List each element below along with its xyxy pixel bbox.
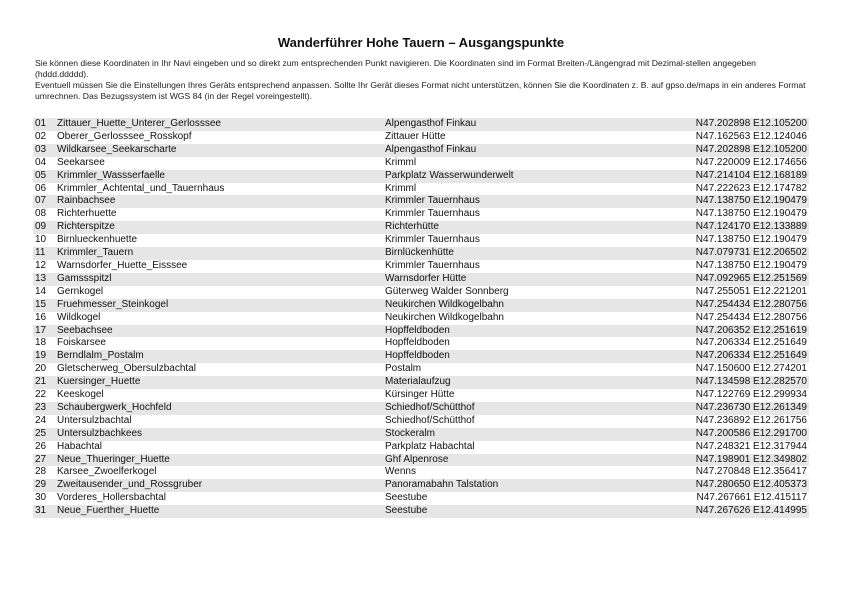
table-row bbox=[33, 505, 809, 518]
table-row bbox=[33, 337, 809, 350]
starting-point: Krimmler Tauernhaus bbox=[383, 234, 627, 247]
coordinates: N47.202898 E12.105200 bbox=[627, 118, 809, 131]
starting-point: Panoramabahn Talstation bbox=[383, 479, 627, 492]
trail-name: Oberer_Gerlosssee_Rosskopf bbox=[55, 131, 383, 144]
table-row bbox=[33, 273, 809, 286]
coordinates: N47.206352 E12.251619 bbox=[627, 325, 809, 338]
trail-name: Richterspitze bbox=[55, 221, 383, 234]
row-number: 06 bbox=[33, 183, 55, 196]
coordinates: N47.270848 E12.356417 bbox=[627, 466, 809, 479]
starting-point: Alpengasthof Finkau bbox=[383, 118, 627, 131]
starting-point: Parkplatz Habachtal bbox=[383, 441, 627, 454]
row-number: 18 bbox=[33, 337, 55, 350]
row-number: 17 bbox=[33, 325, 55, 338]
starting-point: Kürsinger Hütte bbox=[383, 389, 627, 402]
table-row bbox=[33, 466, 809, 479]
table-row bbox=[33, 312, 809, 325]
row-number: 27 bbox=[33, 454, 55, 467]
table-row bbox=[33, 247, 809, 260]
coordinates: N47.280650 E12.405373 bbox=[627, 479, 809, 492]
starting-point: Güterweg Walder Sonnberg bbox=[383, 286, 627, 299]
coordinates: N47.124170 E12.133889 bbox=[627, 221, 809, 234]
row-number: 11 bbox=[33, 247, 55, 260]
coordinates: N47.248321 E12.317944 bbox=[627, 441, 809, 454]
starting-point: Parkplatz Wasserwunderwelt bbox=[383, 170, 627, 183]
coordinates: N47.150600 E12.274201 bbox=[627, 363, 809, 376]
row-number: 19 bbox=[33, 350, 55, 363]
row-number: 26 bbox=[33, 441, 55, 454]
starting-point: Materialaufzug bbox=[383, 376, 627, 389]
coordinates: N47.134598 E12.282570 bbox=[627, 376, 809, 389]
coordinates: N47.254434 E12.280756 bbox=[627, 299, 809, 312]
table-row bbox=[33, 208, 809, 221]
trail-name: Richterhuette bbox=[55, 208, 383, 221]
starting-point: Zittauer Hütte bbox=[383, 131, 627, 144]
trail-name: Neue_Thueringer_Huette bbox=[55, 454, 383, 467]
coordinates: N47.138750 E12.190479 bbox=[627, 208, 809, 221]
coordinates: N47.162563 E12.124046 bbox=[627, 131, 809, 144]
table-row bbox=[33, 286, 809, 299]
trail-name: Wildkarsee_Seekarscharte bbox=[55, 144, 383, 157]
table-row bbox=[33, 415, 809, 428]
coordinates: N47.138750 E12.190479 bbox=[627, 195, 809, 208]
coordinates: N47.255051 E12.221201 bbox=[627, 286, 809, 299]
row-number: 22 bbox=[33, 389, 55, 402]
trail-name: Krimmler_Achtental_und_Tauernhaus bbox=[55, 183, 383, 196]
table-row bbox=[33, 183, 809, 196]
starting-point: Schiedhof/Schütthof bbox=[383, 415, 627, 428]
trail-name: Vorderes_Hollersbachtal bbox=[55, 492, 383, 505]
intro-paragraph-1: Sie können diese Koordinaten in Ihr Navi eingeben und so direkt zum entsprechenden Punkt navigieren. Die Koordinaten sind im Format Breiten-/Längengrad mit Dezimal-stellen angegeben (hddd.ddddd). bbox=[35, 58, 756, 79]
row-number: 15 bbox=[33, 299, 55, 312]
trail-name: Krimmler_Tauern bbox=[55, 247, 383, 260]
starting-point: Richterhütte bbox=[383, 221, 627, 234]
table-row bbox=[33, 402, 809, 415]
starting-point: Warnsdorfer Hütte bbox=[383, 273, 627, 286]
coordinates: N47.222623 E12.174782 bbox=[627, 183, 809, 196]
trail-name: Zittauer_Huette_Unterer_Gerlosssee bbox=[55, 118, 383, 131]
trail-name: Berndlalm_Postalm bbox=[55, 350, 383, 363]
starting-points-table bbox=[33, 118, 809, 518]
table-row bbox=[33, 325, 809, 338]
table-row bbox=[33, 479, 809, 492]
coordinates: N47.092965 E12.251569 bbox=[627, 273, 809, 286]
starting-point: Alpengasthof Finkau bbox=[383, 144, 627, 157]
starting-point: Schiedhof/Schütthof bbox=[383, 402, 627, 415]
row-number: 31 bbox=[33, 505, 55, 518]
starting-point: Birnlückenhütte bbox=[383, 247, 627, 260]
row-number: 21 bbox=[33, 376, 55, 389]
starting-point: Seestube bbox=[383, 492, 627, 505]
starting-point: Stockeralm bbox=[383, 428, 627, 441]
trail-name: Schaubergwerk_Hochfeld bbox=[55, 402, 383, 415]
row-number: 16 bbox=[33, 312, 55, 325]
table-row bbox=[33, 144, 809, 157]
coordinates: N47.254434 E12.280756 bbox=[627, 312, 809, 325]
trail-name: Gletscherweg_Obersulzbachtal bbox=[55, 363, 383, 376]
coordinates: N47.202898 E12.105200 bbox=[627, 144, 809, 157]
trail-name: Karsee_Zwoelferkogel bbox=[55, 466, 383, 479]
coordinates: N47.206334 E12.251649 bbox=[627, 337, 809, 350]
coordinates: N47.138750 E12.190479 bbox=[627, 260, 809, 273]
table-row bbox=[33, 363, 809, 376]
row-number: 30 bbox=[33, 492, 55, 505]
coordinates: N47.138750 E12.190479 bbox=[627, 234, 809, 247]
row-number: 13 bbox=[33, 273, 55, 286]
row-number: 28 bbox=[33, 466, 55, 479]
starting-point: Neukirchen Wildkogelbahn bbox=[383, 312, 627, 325]
starting-point: Krimml bbox=[383, 157, 627, 170]
trail-name: Foiskarsee bbox=[55, 337, 383, 350]
starting-point: Ghf Alpenrose bbox=[383, 454, 627, 467]
table-row bbox=[33, 221, 809, 234]
row-number: 10 bbox=[33, 234, 55, 247]
table-row bbox=[33, 350, 809, 363]
starting-point: Krimml bbox=[383, 183, 627, 196]
table-row bbox=[33, 428, 809, 441]
starting-point: Hopffeldboden bbox=[383, 337, 627, 350]
row-number: 20 bbox=[33, 363, 55, 376]
coordinates: N47.236730 E12.261349 bbox=[627, 402, 809, 415]
table-row bbox=[33, 118, 809, 131]
row-number: 24 bbox=[33, 415, 55, 428]
trail-name: Keeskogel bbox=[55, 389, 383, 402]
table-row bbox=[33, 260, 809, 273]
table-row bbox=[33, 234, 809, 247]
row-number: 04 bbox=[33, 157, 55, 170]
intro-text bbox=[35, 58, 810, 102]
trail-name: Birnlueckenhuette bbox=[55, 234, 383, 247]
row-number: 05 bbox=[33, 170, 55, 183]
trail-name: Untersulzbachtal bbox=[55, 415, 383, 428]
row-number: 08 bbox=[33, 208, 55, 221]
table-row bbox=[33, 299, 809, 312]
trail-name: Gernkogel bbox=[55, 286, 383, 299]
table-row bbox=[33, 389, 809, 402]
table-row bbox=[33, 157, 809, 170]
table-row bbox=[33, 376, 809, 389]
coordinates: N47.220009 E12.174656 bbox=[627, 157, 809, 170]
trail-name: Warnsdorfer_Huette_Eisssee bbox=[55, 260, 383, 273]
starting-point: Krimmler Tauernhaus bbox=[383, 260, 627, 273]
trail-name: Seekarsee bbox=[55, 157, 383, 170]
trail-name: Neue_Fuerther_Huette bbox=[55, 505, 383, 518]
table-row bbox=[33, 195, 809, 208]
coordinates: N47.267626 E12.414995 bbox=[627, 505, 809, 518]
starting-point: Hopffeldboden bbox=[383, 325, 627, 338]
starting-point: Krimmler Tauernhaus bbox=[383, 208, 627, 221]
row-number: 12 bbox=[33, 260, 55, 273]
trail-name: Zweitausender_und_Rossgruber bbox=[55, 479, 383, 492]
coordinates: N47.206334 E12.251649 bbox=[627, 350, 809, 363]
table-row bbox=[33, 131, 809, 144]
trail-name: Seebachsee bbox=[55, 325, 383, 338]
coordinates: N47.198901 E12.349802 bbox=[627, 454, 809, 467]
coordinates: N47.267661 E12.415117 bbox=[627, 492, 809, 505]
row-number: 01 bbox=[33, 118, 55, 131]
coordinates: N47.214104 E12.168189 bbox=[627, 170, 809, 183]
trail-name: Kuersinger_Huette bbox=[55, 376, 383, 389]
intro-paragraph-2: Eventuell müssen Sie die Einstellungen Ihres Geräts entsprechend anpassen. Sollte Ihr Gerät dieses Format nicht unterstützen, können Sie die Koordinaten z. B. auf gpso.de/maps in ein anderes Format umrechnen. Das Bezugssystem ist WGS 84 (in der Regel voreingestellt). bbox=[35, 80, 806, 101]
starting-point: Neukirchen Wildkogelbahn bbox=[383, 299, 627, 312]
trail-name: Untersulzbachkees bbox=[55, 428, 383, 441]
row-number: 29 bbox=[33, 479, 55, 492]
trail-name: Rainbachsee bbox=[55, 195, 383, 208]
trail-name: Krimmler_Wassserfaelle bbox=[55, 170, 383, 183]
coordinates: N47.122769 E12.299934 bbox=[627, 389, 809, 402]
starting-point: Seestube bbox=[383, 505, 627, 518]
trail-name: Habachtal bbox=[55, 441, 383, 454]
row-number: 02 bbox=[33, 131, 55, 144]
row-number: 03 bbox=[33, 144, 55, 157]
starting-point: Krimmler Tauernhaus bbox=[383, 195, 627, 208]
row-number: 25 bbox=[33, 428, 55, 441]
row-number: 07 bbox=[33, 195, 55, 208]
table-row bbox=[33, 454, 809, 467]
trail-name: Gamssspitzl bbox=[55, 273, 383, 286]
table-row bbox=[33, 492, 809, 505]
table-row bbox=[33, 170, 809, 183]
trail-name: Wildkogel bbox=[55, 312, 383, 325]
trail-name: Fruehmesser_Steinkogel bbox=[55, 299, 383, 312]
coordinates: N47.079731 E12.206502 bbox=[627, 247, 809, 260]
starting-point: Wenns bbox=[383, 466, 627, 479]
coordinates: N47.236892 E12.261756 bbox=[627, 415, 809, 428]
starting-point: Postalm bbox=[383, 363, 627, 376]
starting-point: Hopffeldboden bbox=[383, 350, 627, 363]
coordinates: N47.200586 E12.291700 bbox=[627, 428, 809, 441]
row-number: 09 bbox=[33, 221, 55, 234]
row-number: 14 bbox=[33, 286, 55, 299]
row-number: 23 bbox=[33, 402, 55, 415]
page-title: Wanderführer Hohe Tauern – Ausgangspunkte bbox=[277, 35, 565, 50]
table-row bbox=[33, 441, 809, 454]
